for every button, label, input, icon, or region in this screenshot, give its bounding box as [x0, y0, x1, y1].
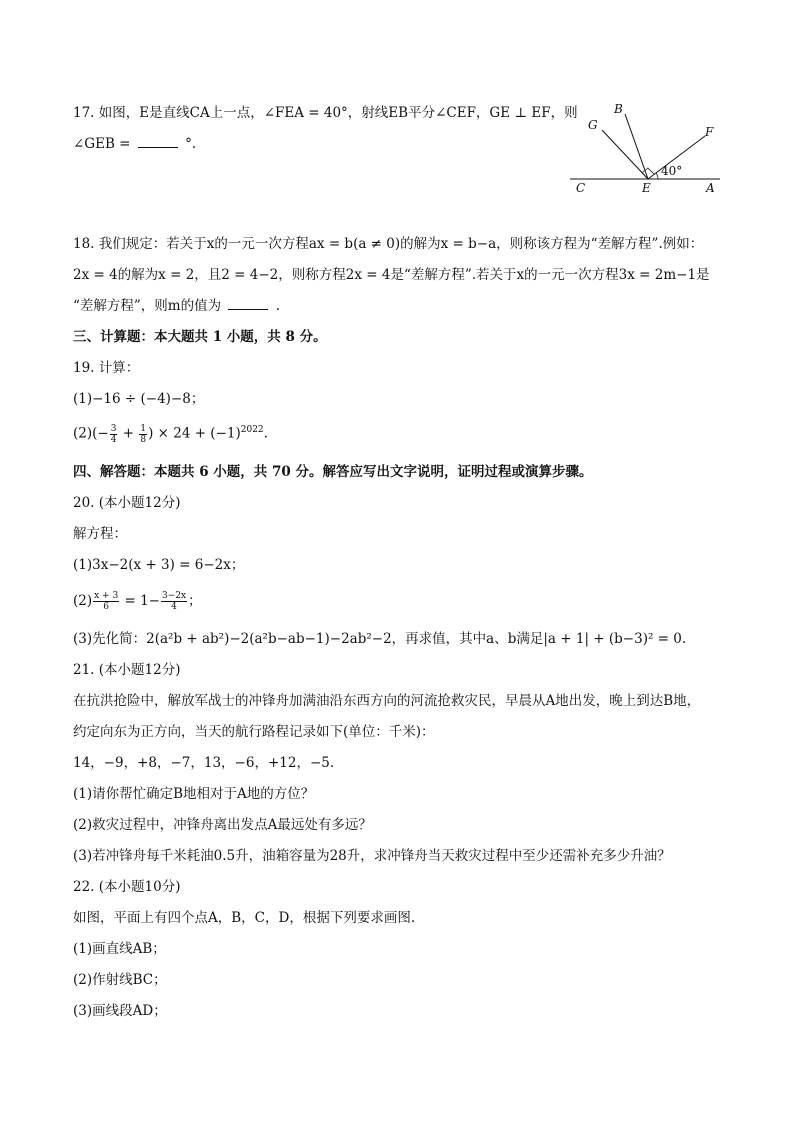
q19-p2-exp: 2022 — [240, 425, 264, 435]
section4-title: 四、解答题：本题共 6 小题，共 70 分。解答应写出文字说明，证明过程或演算步骤。 — [73, 464, 593, 480]
q20-part1: (1)3x−2(x + 3) = 6−2x； — [73, 557, 245, 573]
q19-p2-mid: ) × 24 + (−1) — [148, 425, 241, 442]
q17-line2 — [73, 135, 196, 153]
q19-label: 19. 计算： — [73, 360, 140, 376]
q19-frac2-den: 8 — [140, 434, 147, 445]
q19-frac1-num: 3 — [110, 423, 117, 434]
q19-frac2-num: 1 — [140, 423, 147, 434]
q17-line2-prefix: ∠GEB = — [73, 136, 131, 152]
q21-text1: 在抗洪抢险中，解放军战士的冲锋舟加满油沿东西方向的河流抢救灾民，早晨从A地出发，晚上到达B地， — [73, 693, 701, 709]
q17-angle-figure — [570, 98, 730, 198]
label-e: E — [642, 181, 651, 195]
q21-part2: (2)救灾过程中，冲锋舟离出发点A最远处有多远？ — [73, 817, 372, 833]
q18-line3-prefix: “差解方程”，则m的值为 — [73, 298, 222, 314]
q19-part1: (1)−16 ÷ (−4)−8； — [73, 391, 205, 407]
label-f: F — [705, 125, 714, 139]
ray-eb — [625, 114, 648, 179]
q18-answer-blank[interactable] — [228, 297, 268, 310]
angle-arc — [656, 173, 658, 179]
q22-part2: (2)作射线BC； — [73, 972, 167, 988]
q19-frac-2 — [139, 424, 147, 445]
q20-frac2-num: 3−2x — [162, 591, 187, 601]
label-b: B — [614, 102, 623, 116]
ray-eg — [602, 130, 648, 179]
q20-part2 — [73, 591, 202, 612]
q18-line3-suffix: . — [275, 298, 280, 314]
q21-part3: (3)若冲锋舟每千米耗油0.5升，油箱容量为28升，求冲锋舟当天救灾过程中至少还需补充多少升油？ — [73, 848, 671, 864]
q20-p2-prefix: (2) — [73, 593, 93, 609]
q18-line1: 18. 我们规定：若关于x的一元一次方程ax = b(a ≠ 0)的解为x = b−a，则称该方程为“差解方程”.例如： — [73, 236, 704, 252]
q20-frac2-den: 4 — [171, 602, 177, 612]
q22-part1: (1)画直线AB； — [73, 941, 166, 957]
q22-part3: (3)画线段AD； — [73, 1003, 167, 1019]
q20-frac1-num: x + 3 — [94, 591, 119, 601]
q20-intro: 解方程： — [73, 526, 127, 542]
label-a: A — [706, 181, 715, 195]
q20-part3: (3)先化简：2(a²b + ab²)−2(a²b−ab−1)−2ab²−2，再求值，其中a、b满足|a + 1| + (b−3)² = 0. — [73, 631, 687, 647]
q20-p2-mid: = 1− — [120, 593, 160, 609]
q19-part2 — [73, 421, 268, 445]
q19-frac1-den: 4 — [110, 434, 117, 445]
q21-label: 21. (本小题12分) — [73, 662, 181, 678]
q18-line2: 2x = 4的解为x = 2，且2 = 4−2，则称方程2x = 4是“差解方程”.若关于x的一元一次方程3x = 2m−1是 — [73, 267, 710, 283]
q22-label: 22. (本小题10分) — [73, 879, 181, 895]
q19-p2-plus: + — [118, 425, 139, 442]
q22-intro: 如图，平面上有四个点A，B，C，D，根据下列要求画图. — [73, 910, 416, 926]
section3-title: 三、计算题：本大题共 1 小题，共 8 分。 — [73, 329, 327, 345]
label-g: G — [588, 118, 598, 132]
q17-line2-suffix: °. — [185, 136, 197, 152]
q18-line3 — [73, 297, 280, 315]
q20-frac1-den: 6 — [103, 602, 110, 612]
q20-frac-2 — [161, 591, 187, 612]
q19-p2-end: . — [263, 425, 268, 442]
q21-data: 14，−9，+8，−7，13，−6，+12，−5. — [73, 755, 335, 771]
q19-frac-1 — [110, 424, 118, 445]
right-angle-mark — [642, 168, 654, 174]
q19-p2-prefix: (2)(− — [73, 425, 109, 442]
q21-part1: (1)请你帮忙确定B地相对于A地的方位？ — [73, 786, 315, 802]
q17-answer-blank[interactable] — [138, 135, 178, 148]
q20-p2-end: ； — [188, 593, 202, 609]
q20-frac-1 — [93, 591, 119, 612]
q20-label: 20. (本小题12分) — [73, 495, 181, 511]
q21-text2: 约定向东为正方向，当天的航行路程记录如下(单位：千米)： — [73, 724, 435, 740]
label-c: C — [576, 181, 586, 195]
label-angle: 40° — [661, 164, 683, 178]
q17-line1: 17. 如图，E是直线CA上一点，∠FEA = 40°，射线EB平分∠CEF，GE ⊥ EF，则 — [73, 105, 578, 121]
